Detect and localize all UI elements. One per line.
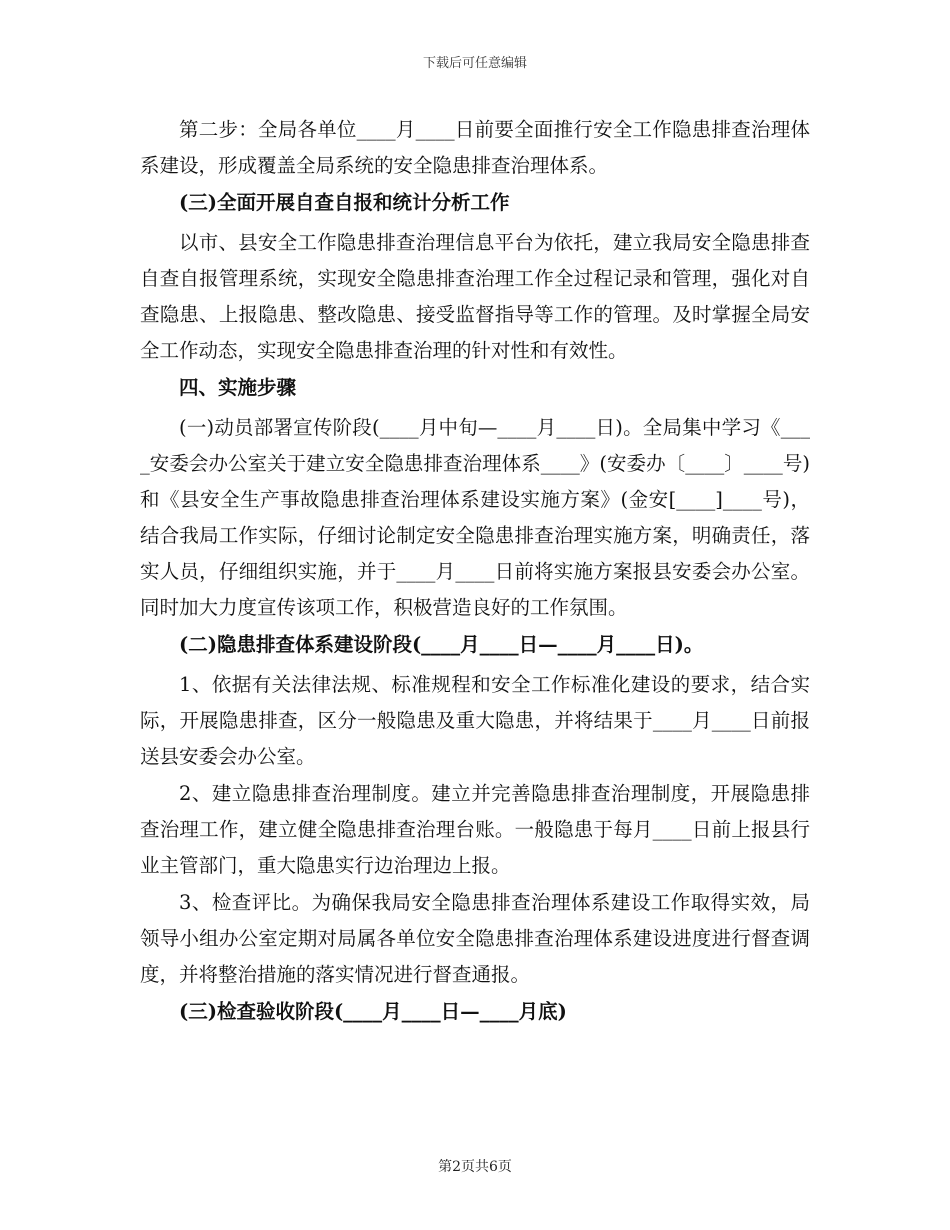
heading-steps: 四、实施步骤 bbox=[179, 376, 297, 399]
paragraph-item-1: 1、依据有关法律法规、标准规程和安全工作标准化建设的要求，结合实际，开展隐患排查，区分一般隐患及重大隐患，并将结果于____月____日前报送县安委会办公室。 bbox=[140, 673, 810, 768]
paragraph-item-2: 2、建立隐患排查治理制度。建立并完善隐患排查治理制度，开展隐患排查治理工作，建立健全隐患排查治理台账。一般隐患于每月____日前上报县行业主管部门，重大隐患实行边治理边上报。 bbox=[140, 782, 810, 877]
paragraph-mobilize: (一)动员部署宣传阶段(____月中旬—____月____日)。全局集中学习《____安委会办公室关于建立安全隐患排查治理体系____》(安委办〔____〕____号)和《县安全生产事故隐患排查治理体系建设实施方案》(金安[____]____号)，结合我局工作实际，仔细讨论制定安全隐患排查治理实施方案，明确责任，落实人员，仔细组织实施，并于____月____日前将实施方案报县安委会办公室。同时加大力度宣传该项工作，积极营造良好的工作氛围。 bbox=[140, 416, 810, 619]
heading-system-build: (二)隐患排查体系建设阶段(____月____日—____月____日)。 bbox=[179, 633, 704, 656]
page-number: 第2页共6页 bbox=[438, 1159, 512, 1175]
paragraph-step2: 第二步：全局各单位____月____日前要全面推行安全工作隐患排查治理体系建设，形成覆盖全局系统的安全隐患排查治理体系。 bbox=[140, 118, 810, 177]
paragraph-platform: 以市、县安全工作隐患排查治理信息平台为依托，建立我局安全隐患排查自查自报管理系统，实现安全隐患排查治理工作全过程记录和管理，强化对自查隐患、上报隐患、整改隐患、接受监督指导等工作的管理。及时掌握全局安全工作动态，实现安全隐患排查治理的针对性和有效性。 bbox=[140, 231, 810, 362]
paragraph-item-3: 3、检查评比。为确保我局安全隐患排查治理体系建设工作取得实效，局领导小组办公室定期对局属各单位安全隐患排查治理体系建设进度进行督查调度，并将整治措施的落实情况进行督查通报。 bbox=[140, 891, 810, 986]
document-body bbox=[140, 112, 810, 1034]
header-note: 下载后可任意编辑 bbox=[422, 56, 527, 71]
heading-acceptance: (三)检查验收阶段(____月____日—____月底) bbox=[179, 1000, 567, 1023]
heading-self-check: (三)全面开展自查自报和统计分析工作 bbox=[179, 191, 510, 214]
